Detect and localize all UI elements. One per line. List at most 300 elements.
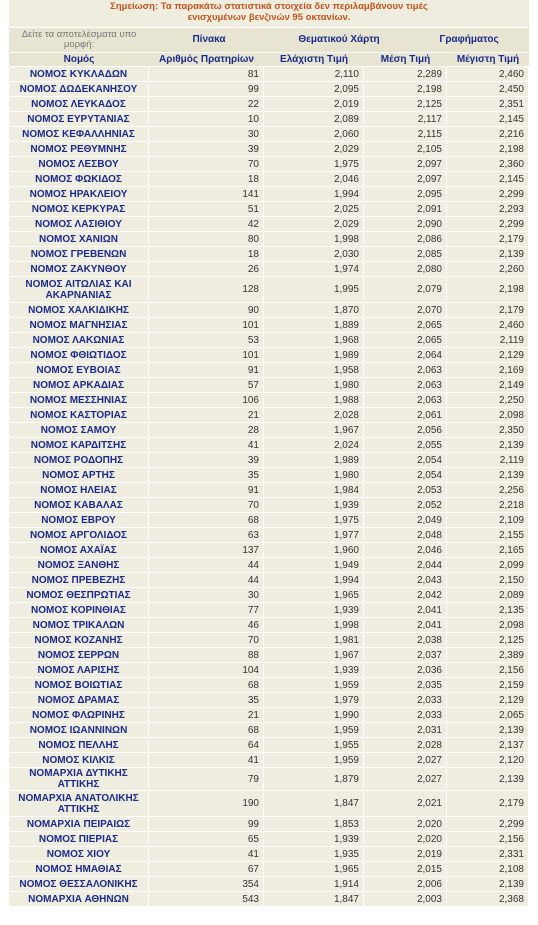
prices-table (9, 52, 529, 907)
max-price-cell: 2,145 (447, 112, 529, 126)
prefecture-cell[interactable]: ΝΟΜΟΣ ΚΟΖΑΝΗΣ (9, 633, 149, 647)
table-row (9, 723, 529, 737)
station-count-cell: 35 (149, 693, 264, 707)
table-row (9, 558, 529, 572)
max-price-cell: 2,179 (447, 791, 529, 816)
station-count-cell: 137 (149, 543, 264, 557)
avg-price-cell: 2,027 (364, 768, 447, 790)
prefecture-cell[interactable]: ΝΟΜΟΣ ΑΡΚΑΔΙΑΣ (9, 378, 149, 392)
max-price-cell: 2,145 (447, 172, 529, 186)
max-price-cell: 2,389 (447, 648, 529, 662)
prefecture-cell[interactable]: ΝΟΜΟΣ ΘΕΣΣΑΛΟΝΙΚΗΣ (9, 877, 149, 891)
note-line-2: ενισχυμένων βενζινών 95 οκτανίων. (187, 12, 351, 23)
table-row (9, 862, 529, 876)
max-price-cell: 2,299 (447, 187, 529, 201)
station-count-cell: 65 (149, 832, 264, 846)
station-count-cell: 67 (149, 862, 264, 876)
table-row (9, 247, 529, 261)
min-price-cell: 1,939 (264, 832, 364, 846)
station-count-cell: 41 (149, 753, 264, 767)
avg-price-cell: 2,063 (364, 393, 447, 407)
col-header-station-count[interactable]: Αριθμός Πρατηρίων (149, 53, 264, 66)
min-price-cell: 1,965 (264, 588, 364, 602)
table-row (9, 438, 529, 452)
table-row (9, 232, 529, 246)
min-price-cell: 1,960 (264, 543, 364, 557)
prefecture-cell[interactable]: ΝΟΜΟΣ ΦΩΚΙΔΟΣ (9, 172, 149, 186)
station-count-cell: 39 (149, 453, 264, 467)
station-count-cell: 91 (149, 363, 264, 377)
min-price-cell: 2,095 (264, 82, 364, 96)
table-row (9, 142, 529, 156)
prefecture-cell[interactable]: ΝΟΜΟΣ ΚΙΛΚΙΣ (9, 753, 149, 767)
prefecture-cell[interactable]: ΝΟΜΟΣ ΛΑΚΩΝΙΑΣ (9, 333, 149, 347)
table-row (9, 663, 529, 677)
avg-price-cell: 2,038 (364, 633, 447, 647)
table-row (9, 753, 529, 767)
station-count-cell: 64 (149, 738, 264, 752)
station-count-cell: 106 (149, 393, 264, 407)
prefecture-cell[interactable]: ΝΟΜΟΣ ΠΕΛΛΗΣ (9, 738, 149, 752)
min-price-cell: 1,981 (264, 633, 364, 647)
col-header-max-price[interactable]: Μέγιστη Τιμή (447, 53, 529, 66)
max-price-cell: 2,179 (447, 232, 529, 246)
min-price-cell: 1,994 (264, 573, 364, 587)
table-row (9, 468, 529, 482)
min-price-cell: 2,089 (264, 112, 364, 126)
avg-price-cell: 2,041 (364, 618, 447, 632)
max-price-cell: 2,099 (447, 558, 529, 572)
prefecture-cell[interactable]: ΝΟΜΟΣ ΡΟΔΟΠΗΣ (9, 453, 149, 467)
avg-price-cell: 2,033 (364, 693, 447, 707)
table-row (9, 877, 529, 891)
results-panel (9, 0, 529, 907)
max-price-cell: 2,216 (447, 127, 529, 141)
station-count-cell: 141 (149, 187, 264, 201)
max-price-cell: 2,250 (447, 393, 529, 407)
max-price-cell: 2,156 (447, 832, 529, 846)
station-count-cell: 90 (149, 303, 264, 317)
min-price-cell: 1,984 (264, 483, 364, 497)
table-row (9, 453, 529, 467)
avg-price-cell: 2,044 (364, 558, 447, 572)
table-row (9, 333, 529, 347)
max-price-cell: 2,460 (447, 318, 529, 332)
table-row (9, 768, 529, 790)
min-price-cell: 1,949 (264, 558, 364, 572)
prefecture-cell[interactable]: ΝΟΜΟΣ ΘΕΣΠΡΩΤΙΑΣ (9, 588, 149, 602)
prefecture-cell[interactable]: ΝΟΜΟΣ ΔΡΑΜΑΣ (9, 693, 149, 707)
station-count-cell: 30 (149, 127, 264, 141)
max-price-cell: 2,159 (447, 678, 529, 692)
table-row (9, 738, 529, 752)
avg-price-cell: 2,097 (364, 157, 447, 171)
min-price-cell: 2,029 (264, 142, 364, 156)
avg-price-cell: 2,064 (364, 348, 447, 362)
avg-price-cell: 2,105 (364, 142, 447, 156)
prefecture-cell[interactable]: ΝΟΜΑΡΧΙΑ ΠΕΙΡΑΙΩΣ (9, 817, 149, 831)
station-count-cell: 88 (149, 648, 264, 662)
station-count-cell: 68 (149, 678, 264, 692)
station-count-cell: 354 (149, 877, 264, 891)
min-price-cell: 2,030 (264, 247, 364, 261)
max-price-cell: 2,218 (447, 498, 529, 512)
min-price-cell: 1,998 (264, 618, 364, 632)
avg-price-cell: 2,020 (364, 832, 447, 846)
station-count-cell: 39 (149, 142, 264, 156)
prefecture-cell[interactable]: ΝΟΜΟΣ ΒΟΙΩΤΙΑΣ (9, 678, 149, 692)
station-count-cell: 28 (149, 423, 264, 437)
station-count-cell: 68 (149, 513, 264, 527)
max-price-cell: 2,450 (447, 82, 529, 96)
table-row (9, 847, 529, 861)
table-row (9, 588, 529, 602)
station-count-cell: 18 (149, 172, 264, 186)
avg-price-cell: 2,080 (364, 262, 447, 276)
table-row (9, 708, 529, 722)
prefecture-cell[interactable]: ΝΟΜΟΣ ΕΒΡΟΥ (9, 513, 149, 527)
max-price-cell: 2,299 (447, 817, 529, 831)
avg-price-cell: 2,055 (364, 438, 447, 452)
station-count-cell: 46 (149, 618, 264, 632)
min-price-cell: 1,967 (264, 648, 364, 662)
avg-price-cell: 2,027 (364, 753, 447, 767)
prefecture-cell[interactable]: ΝΟΜΟΣ ΧΑΝΙΩΝ (9, 232, 149, 246)
station-count-cell: 18 (149, 247, 264, 261)
min-price-cell: 2,019 (264, 97, 364, 111)
prefecture-cell[interactable]: ΝΟΜΟΣ ΔΩΔΕΚΑΝΗΣΟΥ (9, 82, 149, 96)
max-price-cell: 2,119 (447, 453, 529, 467)
max-price-cell: 2,109 (447, 513, 529, 527)
station-count-cell: 26 (149, 262, 264, 276)
station-count-cell: 22 (149, 97, 264, 111)
note-line-1: Σημείωση: Τα παρακάτω στατιστικά στοιχεία δεν περιλαμβάνουν τιμές (110, 1, 428, 12)
min-price-cell: 1,965 (264, 862, 364, 876)
min-price-cell: 1,988 (264, 393, 364, 407)
max-price-cell: 2,139 (447, 723, 529, 737)
station-count-cell: 30 (149, 588, 264, 602)
avg-price-cell: 2,063 (364, 378, 447, 392)
avg-price-cell: 2,003 (364, 892, 447, 906)
station-count-cell: 68 (149, 723, 264, 737)
max-price-cell: 2,129 (447, 693, 529, 707)
table-row (9, 318, 529, 332)
avg-price-cell: 2,079 (364, 277, 447, 302)
prefecture-cell[interactable]: ΝΟΜΟΣ ΛΕΣΒΟΥ (9, 157, 149, 171)
avg-price-cell: 2,035 (364, 678, 447, 692)
prefecture-cell[interactable]: ΝΟΜΑΡΧΙΑ ΑΝΑΤΟΛΙΚΗΣ ΑΤΤΙΚΗΣ (9, 791, 149, 816)
min-price-cell: 1,977 (264, 528, 364, 542)
min-price-cell: 1,879 (264, 768, 364, 790)
table-row (9, 97, 529, 111)
prefecture-cell[interactable]: ΝΟΜΟΣ ΗΛΕΙΑΣ (9, 483, 149, 497)
prefecture-cell[interactable]: ΝΟΜΟΣ ΗΜΑΘΙΑΣ (9, 862, 149, 876)
prefecture-cell[interactable]: ΝΟΜΟΣ ΕΥΒΟΙΑΣ (9, 363, 149, 377)
table-row (9, 187, 529, 201)
min-price-cell: 1,998 (264, 232, 364, 246)
station-count-cell: 42 (149, 217, 264, 231)
min-price-cell: 1,989 (264, 348, 364, 362)
avg-price-cell: 2,085 (364, 247, 447, 261)
min-price-cell: 1,955 (264, 738, 364, 752)
prefecture-cell[interactable]: ΝΟΜΟΣ ΑΙΤΩΛΙΑΣ ΚΑΙ ΑΚΑΡΝΑΝΙΑΣ (9, 277, 149, 302)
prefecture-cell[interactable]: ΝΟΜΟΣ ΣΑΜΟΥ (9, 423, 149, 437)
avg-price-cell: 2,198 (364, 82, 447, 96)
min-price-cell: 1,975 (264, 157, 364, 171)
view-option-thematic-map[interactable]: Θεματικού Χάρτη (298, 34, 380, 45)
avg-price-cell: 2,006 (364, 877, 447, 891)
prefecture-cell[interactable]: ΝΟΜΟΣ ΑΡΓΟΛΙΔΟΣ (9, 528, 149, 542)
station-count-cell: 53 (149, 333, 264, 347)
station-count-cell: 80 (149, 232, 264, 246)
prefecture-cell[interactable]: ΝΟΜΟΣ ΜΕΣΣΗΝΙΑΣ (9, 393, 149, 407)
min-price-cell: 1,914 (264, 877, 364, 891)
prefecture-cell[interactable]: ΝΟΜΟΣ ΠΡΕΒΕΖΗΣ (9, 573, 149, 587)
min-price-cell: 1,935 (264, 847, 364, 861)
max-price-cell: 2,129 (447, 348, 529, 362)
max-price-cell: 2,299 (447, 217, 529, 231)
col-header-min-price[interactable]: Ελάχιστη Τιμή (264, 53, 364, 66)
station-count-cell: 35 (149, 468, 264, 482)
min-price-cell: 1,994 (264, 187, 364, 201)
min-price-cell: 1,979 (264, 693, 364, 707)
table-row (9, 112, 529, 126)
avg-price-cell: 2,063 (364, 363, 447, 377)
max-price-cell: 2,350 (447, 423, 529, 437)
max-price-cell: 2,098 (447, 618, 529, 632)
prefecture-cell[interactable]: ΝΟΜΟΣ ΦΛΩΡΙΝΗΣ (9, 708, 149, 722)
min-price-cell: 2,110 (264, 67, 364, 81)
min-price-cell: 1,980 (264, 378, 364, 392)
min-price-cell: 1,990 (264, 708, 364, 722)
min-price-cell: 1,958 (264, 363, 364, 377)
min-price-cell: 1,968 (264, 333, 364, 347)
min-price-cell: 2,029 (264, 217, 364, 231)
station-count-cell: 41 (149, 438, 264, 452)
avg-price-cell: 2,115 (364, 127, 447, 141)
avg-price-cell: 2,061 (364, 408, 447, 422)
note-banner (9, 0, 529, 27)
prefecture-cell[interactable]: ΝΟΜΟΣ ΑΡΤΗΣ (9, 468, 149, 482)
avg-price-cell: 2,020 (364, 817, 447, 831)
view-format-bar (9, 27, 529, 52)
prefecture-cell[interactable]: ΝΟΜΟΣ ΖΑΚΥΝΘΟΥ (9, 262, 149, 276)
prefecture-cell[interactable]: ΝΟΜΟΣ ΚΕΦΑΛΛΗΝΙΑΣ (9, 127, 149, 141)
station-count-cell: 101 (149, 348, 264, 362)
table-row (9, 817, 529, 831)
avg-price-cell: 2,052 (364, 498, 447, 512)
station-count-cell: 41 (149, 847, 264, 861)
table-row (9, 618, 529, 632)
table-row (9, 127, 529, 141)
max-price-cell: 2,137 (447, 738, 529, 752)
table-body (9, 67, 529, 906)
prefecture-cell[interactable]: ΝΟΜΟΣ ΑΧΑΪΑΣ (9, 543, 149, 557)
prefecture-cell[interactable]: ΝΟΜΟΣ ΕΥΡΥΤΑΝΙΑΣ (9, 112, 149, 126)
prefecture-cell[interactable]: ΝΟΜΟΣ ΦΘΙΩΤΙΔΟΣ (9, 348, 149, 362)
table-row (9, 832, 529, 846)
avg-price-cell: 2,028 (364, 738, 447, 752)
table-row (9, 528, 529, 542)
table-row (9, 633, 529, 647)
table-row (9, 82, 529, 96)
station-count-cell: 57 (149, 378, 264, 392)
prefecture-cell[interactable]: ΝΟΜΟΣ ΗΡΑΚΛΕΙΟΥ (9, 187, 149, 201)
col-header-avg-price[interactable]: Μέση Τιμή (364, 53, 447, 66)
station-count-cell: 44 (149, 573, 264, 587)
avg-price-cell: 2,090 (364, 217, 447, 231)
avg-price-cell: 2,091 (364, 202, 447, 216)
view-format-label: Δείτε τα αποτελέσματα υπο μορφή: (21, 29, 137, 50)
prefecture-cell[interactable]: ΝΟΜΟΣ ΞΑΝΘΗΣ (9, 558, 149, 572)
table-row (9, 378, 529, 392)
station-count-cell: 77 (149, 603, 264, 617)
table-row (9, 791, 529, 816)
max-price-cell: 2,368 (447, 892, 529, 906)
col-header-prefecture[interactable]: Νομός (9, 53, 149, 66)
min-price-cell: 2,046 (264, 172, 364, 186)
table-row (9, 513, 529, 527)
prefecture-cell[interactable]: ΝΟΜΟΣ ΧΑΛΚΙΔΙΚΗΣ (9, 303, 149, 317)
max-price-cell: 2,156 (447, 663, 529, 677)
min-price-cell: 2,024 (264, 438, 364, 452)
max-price-cell: 2,108 (447, 862, 529, 876)
min-price-cell: 1,975 (264, 513, 364, 527)
max-price-cell: 2,331 (447, 847, 529, 861)
prefecture-cell[interactable]: ΝΟΜΑΡΧΙΑ ΑΘΗΝΩΝ (9, 892, 149, 906)
station-count-cell: 128 (149, 277, 264, 302)
max-price-cell: 2,139 (447, 468, 529, 482)
max-price-cell: 2,198 (447, 142, 529, 156)
max-price-cell: 2,139 (447, 247, 529, 261)
prefecture-cell[interactable]: ΝΟΜΟΣ ΓΡΕΒΕΝΩΝ (9, 247, 149, 261)
prefecture-cell[interactable]: ΝΟΜΟΣ ΤΡΙΚΑΛΩΝ (9, 618, 149, 632)
station-count-cell: 99 (149, 82, 264, 96)
station-count-cell: 21 (149, 708, 264, 722)
min-price-cell: 1,847 (264, 892, 364, 906)
max-price-cell: 2,098 (447, 408, 529, 422)
avg-price-cell: 2,125 (364, 97, 447, 111)
avg-price-cell: 2,054 (364, 468, 447, 482)
prefecture-cell[interactable]: ΝΟΜΟΣ ΜΑΓΝΗΣΙΑΣ (9, 318, 149, 332)
avg-price-cell: 2,033 (364, 708, 447, 722)
prefecture-cell[interactable]: ΝΟΜΟΣ ΚΥΚΛΑΔΩΝ (9, 67, 149, 81)
avg-price-cell: 2,043 (364, 573, 447, 587)
prefecture-cell[interactable]: ΝΟΜΟΣ ΛΕΥΚΑΔΟΣ (9, 97, 149, 111)
min-price-cell: 1,974 (264, 262, 364, 276)
max-price-cell: 2,089 (447, 588, 529, 602)
min-price-cell: 1,853 (264, 817, 364, 831)
min-price-cell: 1,995 (264, 277, 364, 302)
station-count-cell: 63 (149, 528, 264, 542)
max-price-cell: 2,139 (447, 768, 529, 790)
max-price-cell: 2,460 (447, 67, 529, 81)
view-option-table[interactable]: Πίνακα (192, 34, 226, 45)
station-count-cell: 104 (149, 663, 264, 677)
station-count-cell: 70 (149, 633, 264, 647)
prefecture-cell[interactable]: ΝΟΜΟΣ ΣΕΡΡΩΝ (9, 648, 149, 662)
station-count-cell: 44 (149, 558, 264, 572)
avg-price-cell: 2,041 (364, 603, 447, 617)
prefecture-cell[interactable]: ΝΟΜΟΣ ΚΑΣΤΟΡΙΑΣ (9, 408, 149, 422)
avg-price-cell: 2,097 (364, 172, 447, 186)
table-row (9, 408, 529, 422)
avg-price-cell: 2,086 (364, 232, 447, 246)
prefecture-cell[interactable]: ΝΟΜΟΣ ΚΟΡΙΝΘΙΑΣ (9, 603, 149, 617)
max-price-cell: 2,360 (447, 157, 529, 171)
table-row (9, 277, 529, 302)
table-row (9, 393, 529, 407)
station-count-cell: 543 (149, 892, 264, 906)
avg-price-cell: 2,289 (364, 67, 447, 81)
avg-price-cell: 2,021 (364, 791, 447, 816)
avg-price-cell: 2,049 (364, 513, 447, 527)
max-price-cell: 2,139 (447, 438, 529, 452)
station-count-cell: 101 (149, 318, 264, 332)
min-price-cell: 1,939 (264, 663, 364, 677)
table-row (9, 693, 529, 707)
table-row (9, 348, 529, 362)
min-price-cell: 2,028 (264, 408, 364, 422)
station-count-cell: 91 (149, 483, 264, 497)
max-price-cell: 2,149 (447, 378, 529, 392)
max-price-cell: 2,260 (447, 262, 529, 276)
max-price-cell: 2,169 (447, 363, 529, 377)
prefecture-cell[interactable]: ΝΟΜΟΣ ΛΑΣΙΘΙΟΥ (9, 217, 149, 231)
table-row (9, 157, 529, 171)
table-row (9, 202, 529, 216)
prefecture-cell[interactable]: ΝΟΜΟΣ ΚΑΒΑΛΑΣ (9, 498, 149, 512)
max-price-cell: 2,125 (447, 633, 529, 647)
prefecture-cell[interactable]: ΝΟΜΟΣ ΧΙΟΥ (9, 847, 149, 861)
table-row (9, 648, 529, 662)
avg-price-cell: 2,031 (364, 723, 447, 737)
max-price-cell: 2,179 (447, 303, 529, 317)
station-count-cell: 190 (149, 791, 264, 816)
station-count-cell: 51 (149, 202, 264, 216)
min-price-cell: 1,939 (264, 603, 364, 617)
prefecture-cell[interactable]: ΝΟΜΟΣ ΠΙΕΡΙΑΣ (9, 832, 149, 846)
prefecture-cell[interactable]: ΝΟΜΟΣ ΙΩΑΝΝΙΝΩΝ (9, 723, 149, 737)
table-row (9, 603, 529, 617)
table-row (9, 573, 529, 587)
prefecture-cell[interactable]: ΝΟΜΟΣ ΡΕΘΥΜΝΗΣ (9, 142, 149, 156)
min-price-cell: 1,989 (264, 453, 364, 467)
avg-price-cell: 2,065 (364, 318, 447, 332)
station-count-cell: 10 (149, 112, 264, 126)
max-price-cell: 2,256 (447, 483, 529, 497)
table-row (9, 423, 529, 437)
max-price-cell: 2,165 (447, 543, 529, 557)
max-price-cell: 2,120 (447, 753, 529, 767)
avg-price-cell: 2,056 (364, 423, 447, 437)
max-price-cell: 2,135 (447, 603, 529, 617)
min-price-cell: 1,967 (264, 423, 364, 437)
station-count-cell: 81 (149, 67, 264, 81)
table-row (9, 262, 529, 276)
prefecture-cell[interactable]: ΝΟΜΑΡΧΙΑ ΔΥΤΙΚΗΣ ΑΤΤΙΚΗΣ (9, 768, 149, 790)
prefecture-cell[interactable]: ΝΟΜΟΣ ΛΑΡΙΣΗΣ (9, 663, 149, 677)
prefecture-cell[interactable]: ΝΟΜΟΣ ΚΕΡΚΥΡΑΣ (9, 202, 149, 216)
table-header-row (9, 53, 529, 66)
station-count-cell: 79 (149, 768, 264, 790)
table-row (9, 67, 529, 81)
prefecture-cell[interactable]: ΝΟΜΟΣ ΚΑΡΔΙΤΣΗΣ (9, 438, 149, 452)
view-option-chart[interactable]: Γραφήματος (439, 34, 499, 45)
min-price-cell: 1,959 (264, 753, 364, 767)
min-price-cell: 1,939 (264, 498, 364, 512)
avg-price-cell: 2,048 (364, 528, 447, 542)
